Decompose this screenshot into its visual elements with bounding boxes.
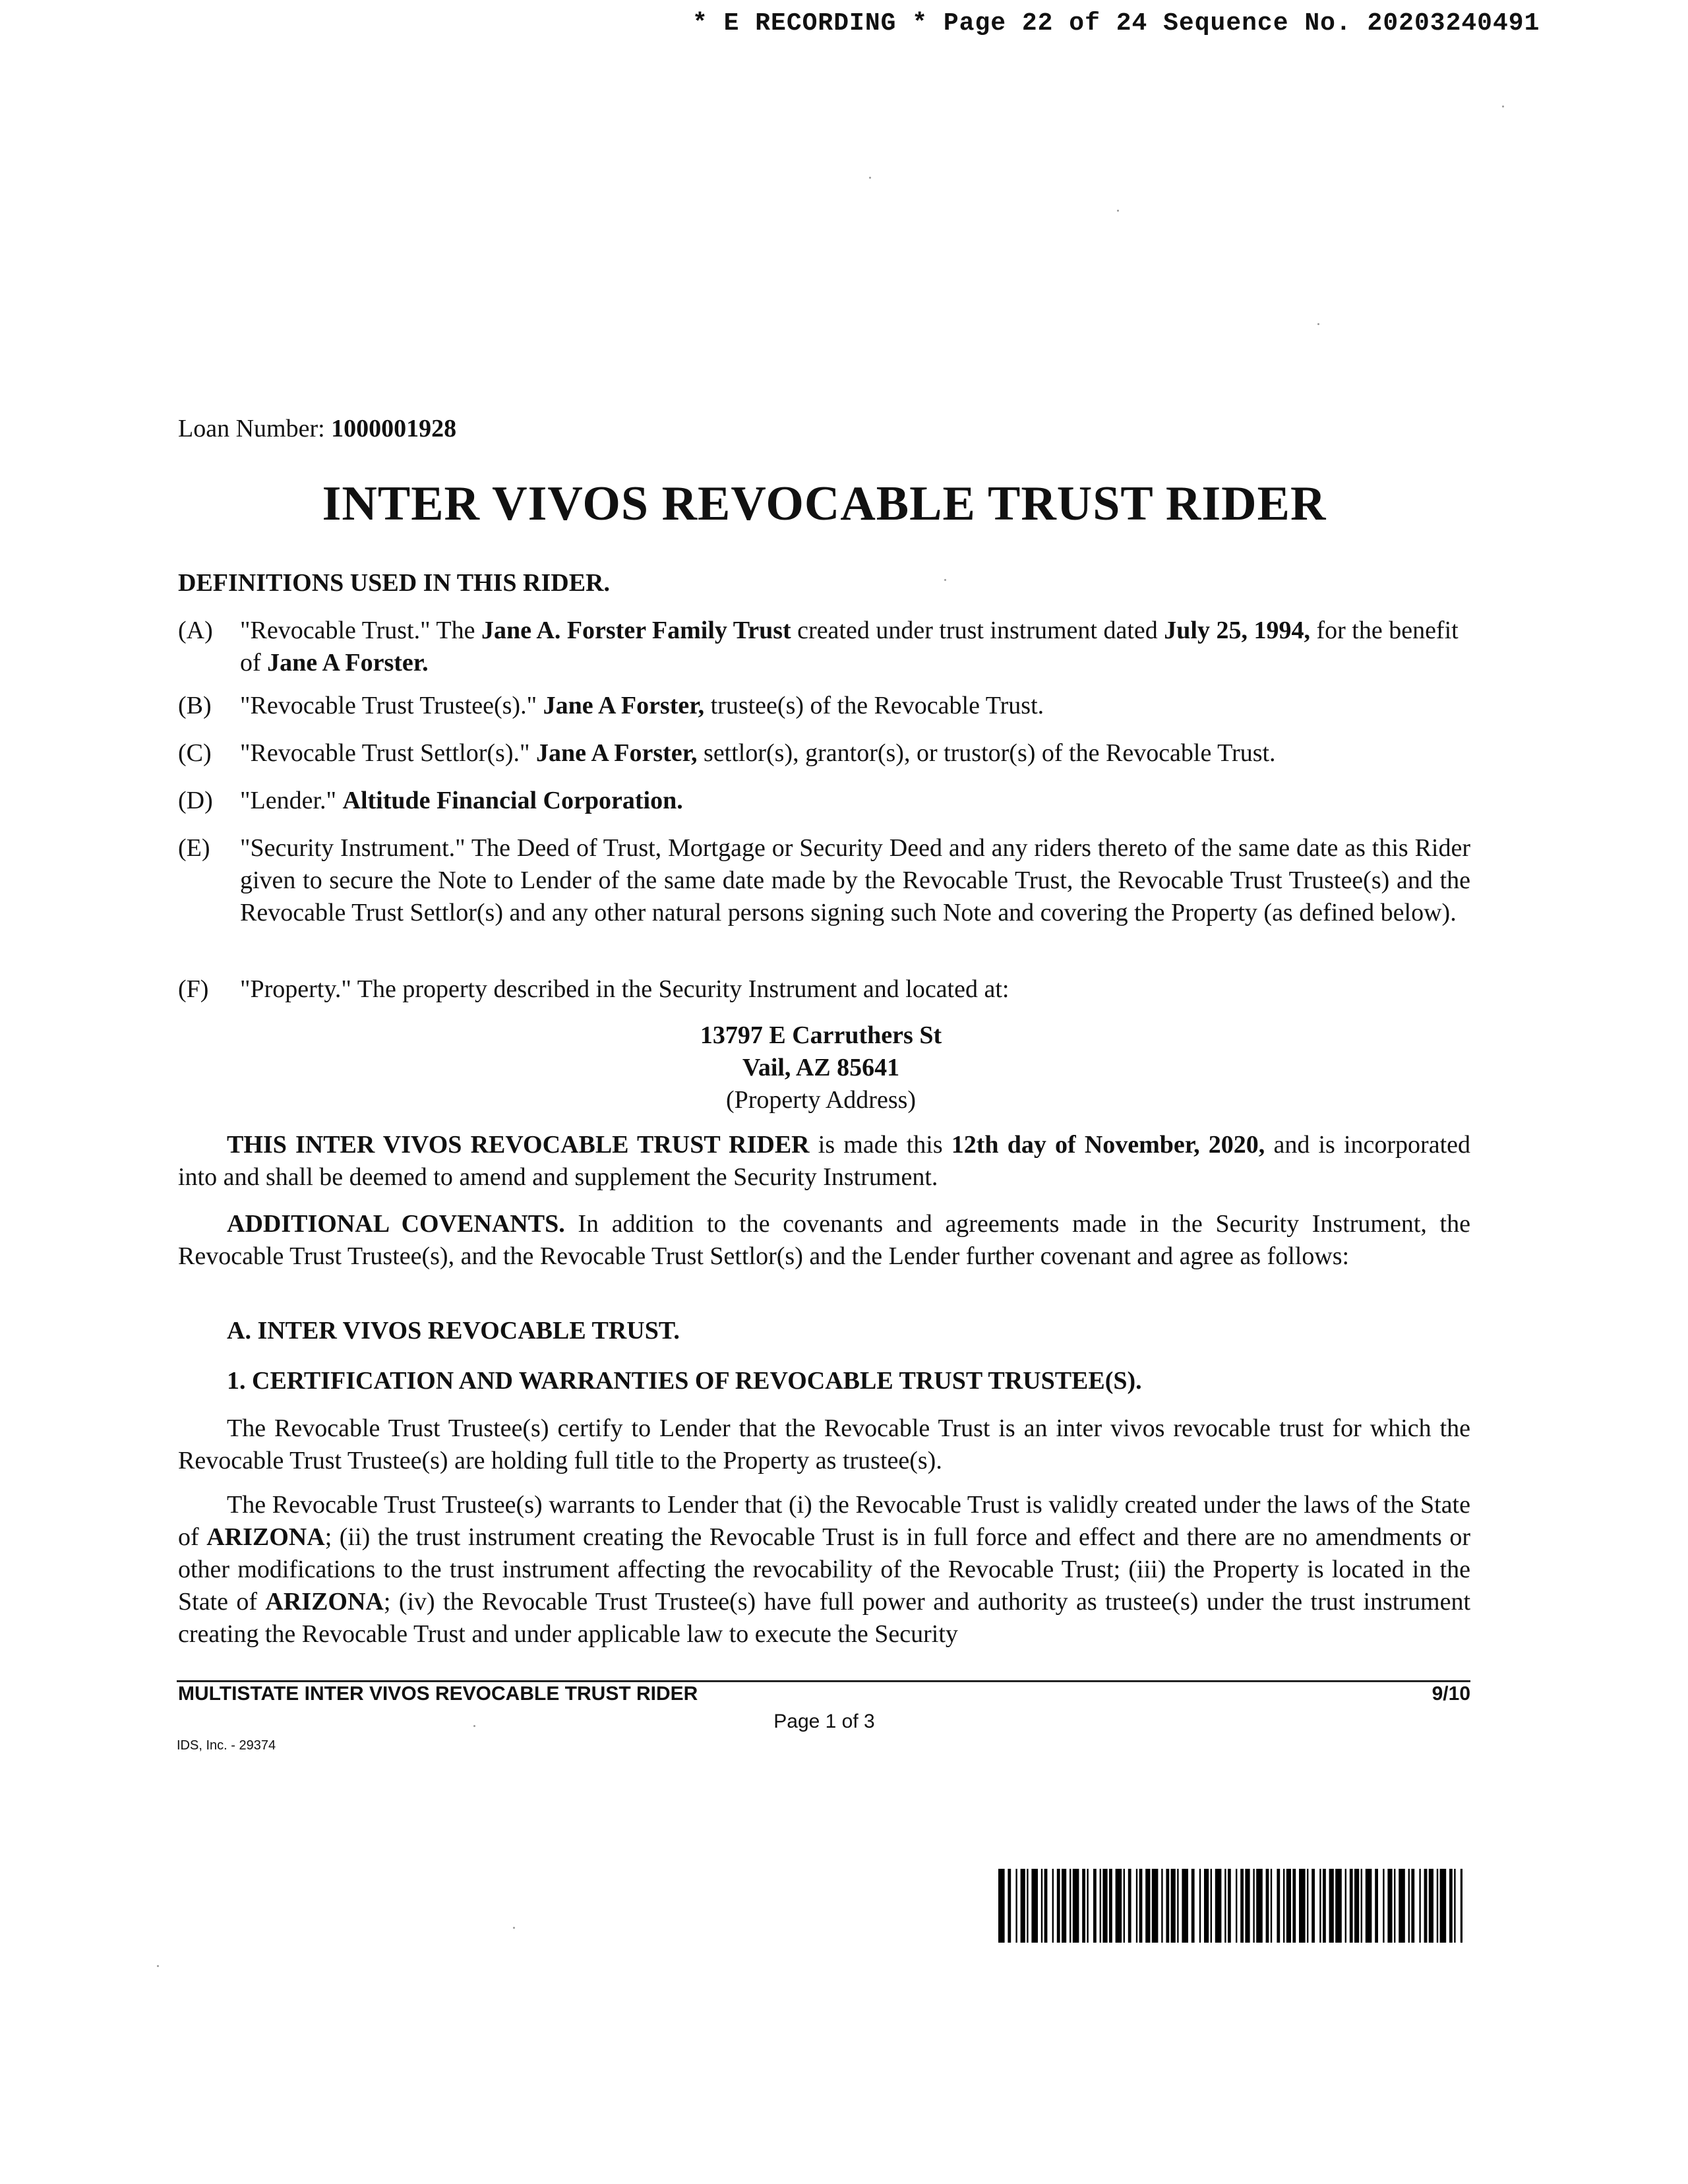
barcode-bar	[1161, 1869, 1162, 1943]
barcode-bar	[1228, 1869, 1231, 1943]
barcode-bar	[1329, 1869, 1334, 1943]
settlor-name: Jane A Forster,	[536, 739, 698, 767]
barcode-bar	[1177, 1869, 1178, 1943]
made-t2: and is incorporated into and shall be deemed to amend and supplement the Security Instrument.	[178, 1131, 1471, 1191]
warrant-t1: The Revocable Trust Trustee(s) warrants to Lender that (i) the Revocable Trust is validly created under the laws of the State of	[178, 1491, 1470, 1551]
barcode-bar	[1299, 1869, 1306, 1943]
definition-a	[178, 615, 1470, 679]
barcode-bar	[1437, 1869, 1438, 1943]
barcode-bar	[1166, 1869, 1169, 1943]
barcode-bar	[1277, 1869, 1280, 1943]
barcode-bar	[1031, 1869, 1038, 1943]
definition-a-text	[240, 615, 1470, 679]
barcode-bar	[1008, 1869, 1011, 1943]
def-b-t2: trustee(s) of the Revocable Trust.	[704, 692, 1044, 719]
rider-date: 12th day of November, 2020,	[951, 1131, 1265, 1159]
def-c-t2: settlor(s), grantor(s), or trustor(s) of the Revocable Trust.	[697, 739, 1276, 767]
warrant-t3: ; (iv) the Revocable Trust Trustee(s) have full power and authority as trustee(s) under the trust instrument creating the Revocable Trust and under applicable law to execute the Security	[178, 1588, 1471, 1648]
barcode-bar	[1136, 1869, 1137, 1943]
state-name-1: ARIZONA	[206, 1523, 325, 1551]
def-c-t1: "Revocable Trust Settlor(s)."	[240, 739, 537, 767]
state-name-2: ARIZONA	[265, 1588, 384, 1616]
barcode-bar	[1211, 1869, 1212, 1943]
barcode-bar	[1073, 1869, 1079, 1943]
barcode-bar	[1116, 1869, 1122, 1943]
loan-number-value: 1000001928	[331, 415, 457, 442]
barcode-bar	[1429, 1869, 1433, 1943]
certify-paragraph	[178, 1412, 1470, 1477]
barcode-bar	[1070, 1869, 1071, 1943]
barcode-bar	[1454, 1869, 1455, 1943]
barcode-bar	[1283, 1869, 1284, 1943]
barcode-bar	[1256, 1869, 1263, 1943]
definition-a-label: (A)	[178, 617, 213, 644]
barcode-bar	[1375, 1869, 1378, 1943]
definition-d	[178, 785, 1470, 817]
covenants-paragraph	[178, 1208, 1470, 1273]
barcode-bar	[1082, 1869, 1085, 1943]
def-a-t3: for the benefit of	[240, 617, 1459, 677]
barcode-bar	[1027, 1869, 1028, 1943]
barcode-bar	[1109, 1869, 1112, 1943]
barcode-bar	[1139, 1869, 1143, 1943]
definition-d-label: (D)	[178, 787, 213, 814]
def-d-t1: "Lender."	[240, 787, 343, 814]
barcode-bar	[1052, 1869, 1054, 1943]
barcode-bar	[1424, 1869, 1428, 1943]
barcode-bar	[1062, 1869, 1066, 1943]
covenants-heading: ADDITIONAL COVENANTS.	[227, 1210, 565, 1238]
address-line-1: 13797 E Carruthers St	[700, 1021, 942, 1049]
trustee-name: Jane A Forster,	[543, 692, 705, 719]
barcode-bar	[1408, 1869, 1410, 1943]
footer-version: 9/10	[1432, 1683, 1470, 1705]
definition-c	[178, 737, 1470, 770]
barcode-bar	[1236, 1869, 1237, 1943]
barcode-bar	[1323, 1869, 1326, 1943]
barcode-bar	[1152, 1869, 1159, 1943]
document-title: INTER VIVOS REVOCABLE TRUST RIDER	[322, 477, 1327, 531]
barcode-bar	[1399, 1869, 1405, 1943]
barcode-bar	[1335, 1869, 1342, 1943]
barcode-bar	[1215, 1869, 1222, 1943]
barcode-bar	[1286, 1869, 1291, 1943]
barcode-bar	[1292, 1869, 1296, 1943]
address-line-2: Vail, AZ 85641	[742, 1054, 900, 1081]
barcode-bar	[1021, 1869, 1025, 1943]
barcode-bar	[1440, 1869, 1447, 1943]
address-caption: (Property Address)	[725, 1086, 917, 1114]
def-a-t1: "Revocable Trust." The	[240, 617, 481, 644]
barcode-bar	[1383, 1869, 1384, 1943]
barcode-bar	[1171, 1869, 1176, 1943]
barcode-bar	[1449, 1869, 1453, 1943]
barcode-bar	[1271, 1869, 1272, 1943]
footer-rule	[177, 1680, 1470, 1682]
barcode-bar	[1266, 1869, 1269, 1943]
barcode-bar	[1307, 1869, 1308, 1943]
made-paragraph	[178, 1129, 1470, 1194]
barcode-bar	[1350, 1869, 1353, 1943]
loan-number-label: Loan Number:	[178, 415, 325, 442]
barcode-bar	[1461, 1869, 1462, 1943]
barcode-bar	[1087, 1869, 1088, 1943]
made-t1: is made this	[809, 1131, 951, 1159]
barcode-bar	[1366, 1869, 1372, 1943]
barcode-bar	[1015, 1869, 1017, 1943]
barcode-bar	[1319, 1869, 1321, 1943]
definition-c-text	[240, 737, 1470, 770]
barcode-bar	[1145, 1869, 1150, 1943]
barcode-bar	[1057, 1869, 1060, 1943]
barcode-bar	[1191, 1869, 1195, 1943]
covenants-text: In addition to the covenants and agreements made in the Security Instrument, the Revocable Trust Trustee(s), and the Revocable Trust Settlor(s) and the Lender further covenant and agree as follows:	[178, 1210, 1470, 1270]
barcode-image	[998, 1869, 1462, 1943]
definition-c-label: (C)	[178, 739, 212, 767]
barcode-bar	[1311, 1869, 1315, 1943]
definition-e-text: "Security Instrument." The Deed of Trust, Mortgage or Security Deed and any riders thereto of the same date as this Rider given to secure the Note to Lender of the same date made by the Revocable Trust, the Revocable Trust Trustee(s) and the Revocable Trust Settlor(s) and any other natural persons signing such Note and covering the Property (as defined below).	[240, 834, 1470, 926]
lender-name: Altitude Financial Corporation.	[342, 787, 683, 814]
definition-e	[178, 832, 1470, 929]
barcode-bar	[1182, 1869, 1188, 1943]
definition-f-label: (F)	[178, 975, 209, 1003]
barcode-bar	[1124, 1869, 1125, 1943]
barcode-bar	[1411, 1869, 1414, 1943]
certify-text: The Revocable Trust Trustee(s) certify to Lender that the Revocable Trust is an inter vivos revocable trust for which the Revocable Trust Trustee(s) are holding full title to the Property as trustee(s).	[178, 1414, 1470, 1474]
warrant-paragraph	[178, 1489, 1470, 1651]
definitions-heading: DEFINITIONS USED IN THIS RIDER.	[178, 569, 610, 597]
recording-header: * E RECORDING * Page 22 of 24 Sequence No. 20203240491	[692, 9, 1540, 38]
barcode-bar	[1387, 1869, 1392, 1943]
barcode-bar	[1245, 1869, 1250, 1943]
trust-name: Jane A. Forster Family Trust	[481, 617, 791, 644]
definition-b-label: (B)	[178, 692, 212, 719]
barcode-bar	[1240, 1869, 1244, 1943]
barcode-bar	[1199, 1869, 1201, 1943]
barcode-bar	[1102, 1869, 1107, 1943]
definition-f	[178, 973, 1470, 1006]
barcode-bar	[1419, 1869, 1420, 1943]
property-address	[0, 1019, 1642, 1116]
barcode-bar	[1093, 1869, 1097, 1943]
definition-e-label: (E)	[178, 834, 210, 862]
warrant-t2: ; (ii) the trust instrument creating the Revocable Trust is in full force and effect and there are no amendments or other modifications to the trust instrument affecting the revocability of the Revocable Trust; (iii) the Property is located in the State of	[178, 1523, 1470, 1616]
barcode-bar	[998, 1869, 1005, 1943]
barcode-bar	[1100, 1869, 1101, 1943]
barcode-bar	[1041, 1869, 1042, 1943]
def-b-t1: "Revocable Trust Trustee(s)."	[240, 692, 543, 719]
beneficiary-name: Jane A Forster.	[267, 649, 429, 677]
footer-vendor: IDS, Inc. - 29374	[177, 1738, 276, 1753]
barcode-bar	[1224, 1869, 1226, 1943]
definition-b	[178, 690, 1470, 722]
footer-page-number: Page 1 of 3	[773, 1711, 875, 1732]
barcode-bar	[1204, 1869, 1209, 1943]
barcode-bar	[1044, 1869, 1048, 1943]
definition-b-text	[240, 690, 1470, 722]
barcode-bar	[1361, 1869, 1362, 1943]
barcode-bar	[1354, 1869, 1359, 1943]
barcode-bar	[1345, 1869, 1346, 1943]
trust-date: July 25, 1994,	[1164, 617, 1310, 644]
barcode-bar	[1128, 1869, 1131, 1943]
section-1-heading: 1. CERTIFICATION AND WARRANTIES OF REVOCABLE TRUST TRUSTEE(S).	[227, 1367, 1142, 1395]
loan-number-line	[178, 414, 456, 443]
section-a-heading: A. INTER VIVOS REVOCABLE TRUST.	[227, 1317, 680, 1345]
definition-f-text: "Property." The property described in the Security Instrument and located at:	[240, 975, 1010, 1003]
definition-d-text	[240, 785, 1470, 817]
def-a-t2: created under trust instrument dated	[791, 617, 1164, 644]
rider-name: THIS INTER VIVOS REVOCABLE TRUST RIDER	[227, 1131, 810, 1159]
barcode-bar	[1394, 1869, 1395, 1943]
footer-form-title: MULTISTATE INTER VIVOS REVOCABLE TRUST RIDER	[178, 1683, 698, 1705]
barcode-bar	[1253, 1869, 1254, 1943]
